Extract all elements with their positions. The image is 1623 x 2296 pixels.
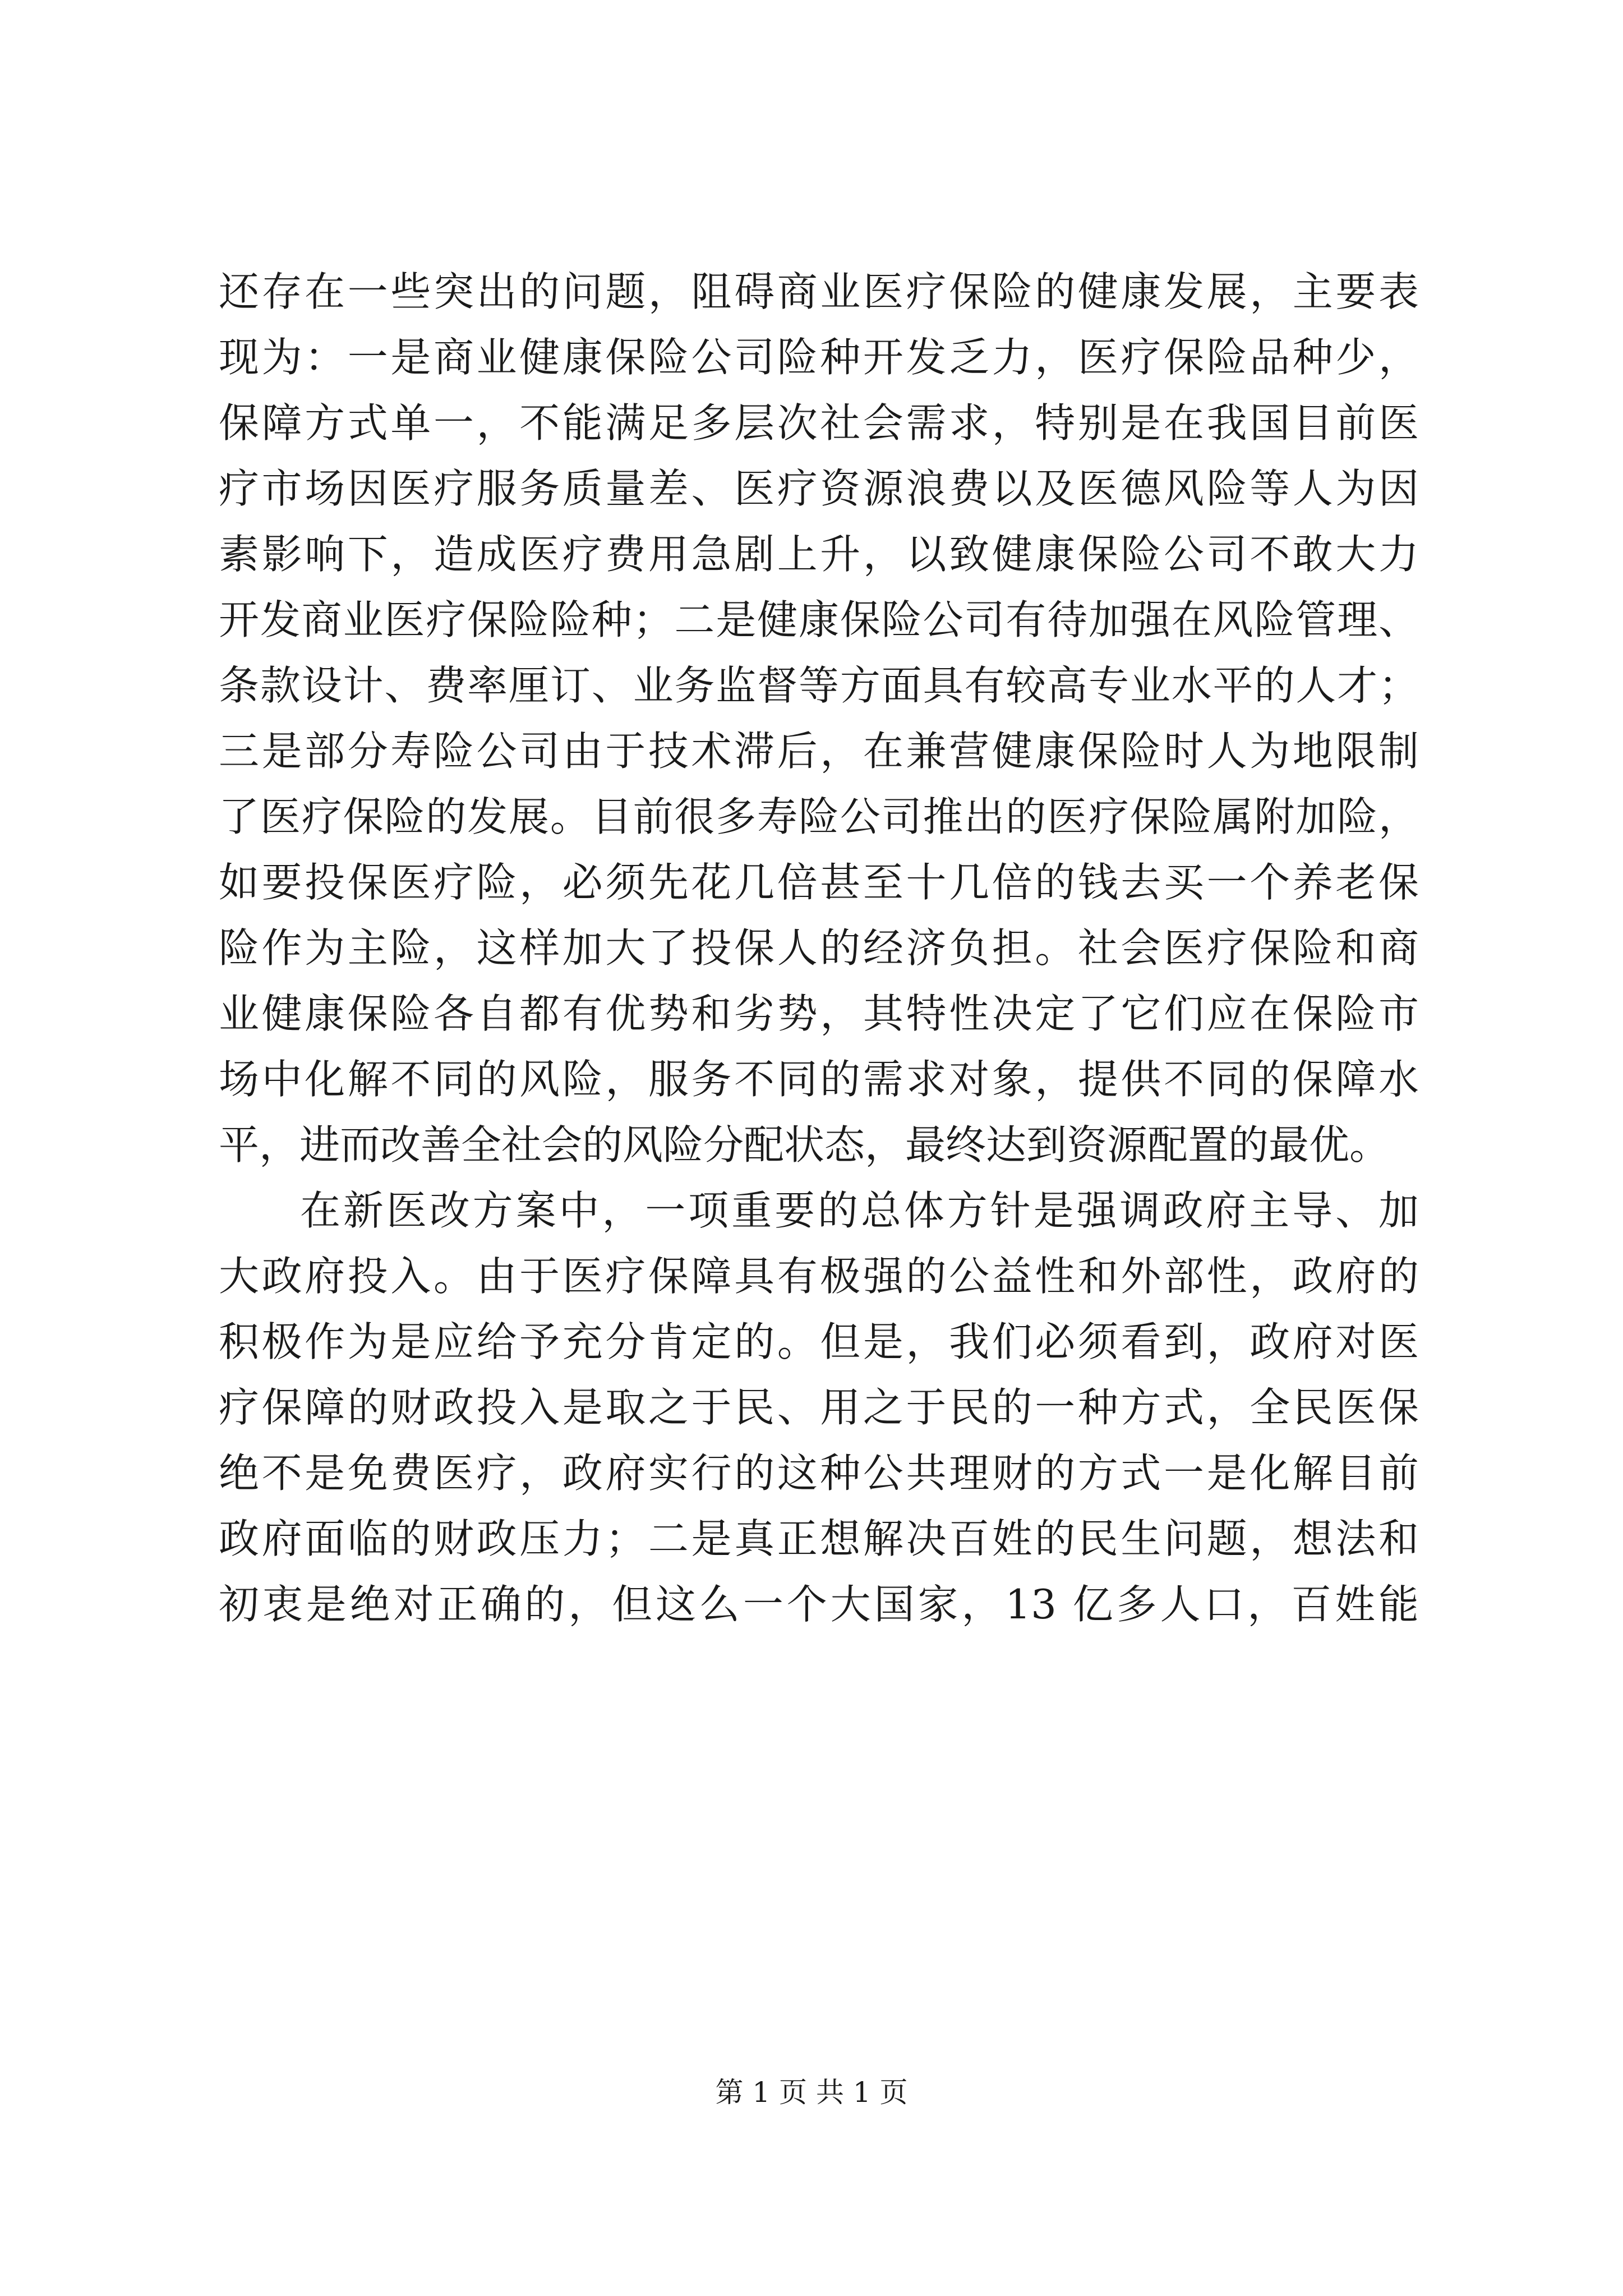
- text-line: 初衷是绝对正确的，但这么一个大国家，13 亿多人口，百姓能: [219, 1581, 1419, 1628]
- text-line: 开发商业医疗保险险种；二是健康保险公司有待加强在风险管理、: [219, 596, 1419, 643]
- page-footer: 第 1 页 共 1 页: [715, 2076, 908, 2109]
- text-line: 平，进而改善全社会的风险分配状态，最终达到资源配置的最优。: [219, 1121, 1390, 1168]
- text-line: 场中化解不同的风险，服务不同的需求对象，提供不同的保障水: [219, 1056, 1419, 1103]
- text-line: 大政府投入。由于医疗保障具有极强的公益性和外部性，政府的: [219, 1253, 1419, 1300]
- text-line: 还存在一些突出的问题，阻碍商业医疗保险的健康发展，主要表: [219, 268, 1419, 315]
- text-line: 绝不是免费医疗，政府实行的这种公共理财的方式一是化解目前: [219, 1450, 1419, 1497]
- text-line: 疗保障的财政投入是取之于民、用之于民的一种方式，全民医保: [219, 1384, 1419, 1431]
- text-line: 条款设计、费率厘订、业务监督等方面具有较高专业水平的人才；: [219, 662, 1419, 709]
- text-line: 在新医改方案中，一项重要的总体方针是强调政府主导、加: [300, 1187, 1419, 1234]
- text-line: 素影响下，造成医疗费用急剧上升，以致健康保险公司不敢大力: [219, 531, 1419, 578]
- text-line: 保障方式单一，不能满足多层次社会需求，特别是在我国目前医: [219, 399, 1419, 447]
- paragraph-1: [219, 259, 1419, 1178]
- text-line: 积极作为是应给予充分肯定的。但是，我们必须看到，政府对医: [219, 1318, 1419, 1365]
- text-line: 疗市场因医疗服务质量差、医疗资源浪费以及医德风险等人为因: [219, 465, 1419, 512]
- text-line: 了医疗保险的发展。目前很多寿险公司推出的医疗保险属附加险，: [219, 793, 1419, 840]
- text-line: 如要投保医疗险，必须先花几倍甚至十几倍的钱去买一个养老保: [219, 859, 1419, 906]
- document-body: [219, 259, 1419, 1637]
- text-line: 业健康保险各自都有优势和劣势，其特性决定了它们应在保险市: [219, 990, 1419, 1037]
- text-line: 现为：一是商业健康保险公司险种开发乏力，医疗保险品种少，: [219, 334, 1419, 381]
- text-line: 政府面临的财政压力；二是真正想解决百姓的民生问题，想法和: [219, 1515, 1419, 1562]
- text-line: 险作为主险，这样加大了投保人的经济负担。社会医疗保险和商: [219, 924, 1419, 972]
- paragraph-2: [219, 1178, 1419, 1637]
- text-line: 三是部分寿险公司由于技术滞后，在兼营健康保险时人为地限制: [219, 728, 1419, 775]
